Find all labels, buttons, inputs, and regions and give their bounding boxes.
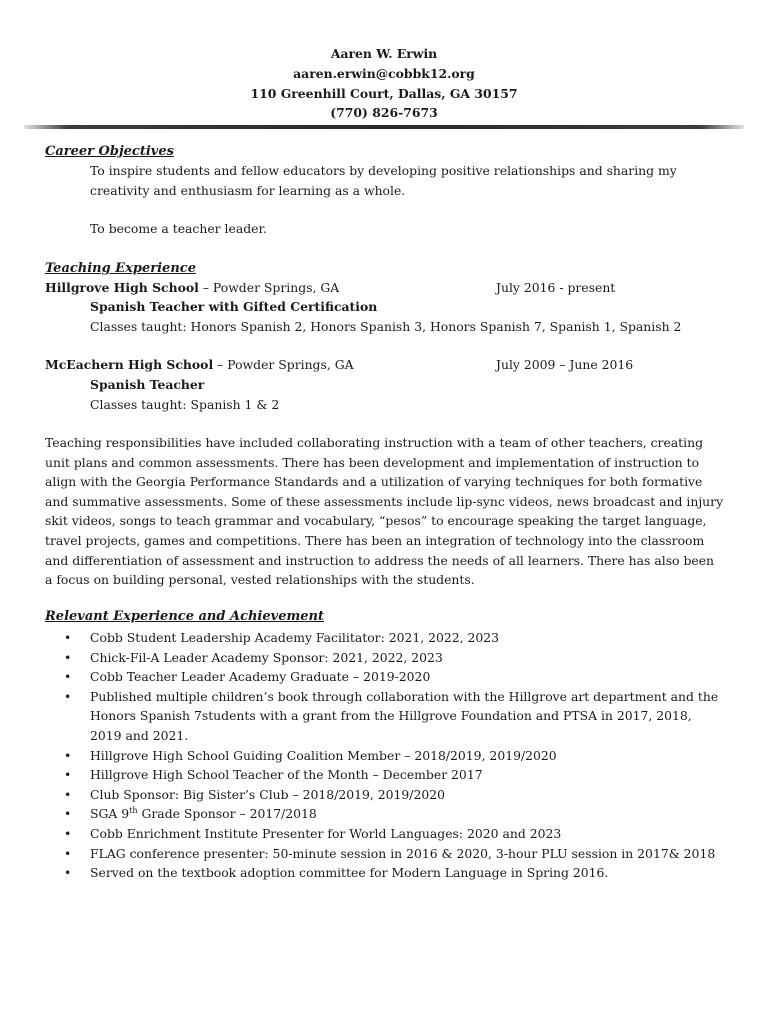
teaching-experience-heading: Teaching Experience [45,261,196,276]
candidate-phone: (770) 826-7673 [330,105,438,120]
list-item: • Served on the textbook adoption committee for Modern Language in Spring 2016. [62,863,722,883]
list-item: • Club Sponsor: Big Sister’s Club – 2018/2019, 2019/2020 [62,785,722,805]
bullet-icon: • [64,747,72,763]
bullet-icon: • [64,845,72,861]
career-objectives-heading: Career Objectives [45,144,174,159]
job-hillgrove-classes: Classes taught: Honors Spanish 2, Honors Spanish 3, Honors Spanish 7, Spanish 1, Spanish 2 [90,319,682,334]
list-item: • Cobb Teacher Leader Academy Graduate – 2019-2020 [62,667,722,687]
bullet-icon: • [64,767,72,783]
job-hillgrove-title: Spanish Teacher with Gifted Certification [90,299,378,314]
job-hillgrove-dates: July 2016 - present [496,280,616,295]
list-item: • Cobb Enrichment Institute Presenter for World Languages: 2020 and 2023 [62,824,722,844]
bullet-icon: • [64,806,72,822]
bullet-icon: • [64,630,72,645]
bullet-icon: • [64,865,72,881]
bullet-icon: • [64,669,72,685]
job-mceachern-employer [45,357,354,373]
list-item: • SGA 9th Grade Sponsor – 2017/2018 [62,804,722,824]
bullet-icon: • [64,688,72,704]
bullet-icon: • [64,649,72,665]
job-mceachern-title: Spanish Teacher [90,377,205,392]
job-hillgrove-employer [45,280,339,296]
job-mceachern-location: – Powder Springs, GA [213,357,354,372]
list-item: • Cobb Student Leadership Academy Facilitator: 2021, 2022, 2023 [62,628,722,648]
header-divider [24,125,744,129]
job-hillgrove-location: – Powder Springs, GA [198,280,340,295]
job-mceachern-dates: July 2009 – June 2016 [496,357,634,372]
list-item: • Hillgrove High School Guiding Coalition Member – 2018/2019, 2019/2020 [62,746,722,766]
achievement-list [62,628,722,883]
list-item: • FLAG conference presenter: 50-minute session in 2016 & 2020, 3-hour PLU session in 2017& 2018 [62,844,722,864]
job-mceachern-school: McEachern High School [45,357,214,372]
candidate-address: 110 Greenhill Court, Dallas, GA 30157 [250,86,518,101]
relevant-experience-heading: Relevant Experience and Achievement [45,609,324,624]
job-mceachern-classes: Classes taught: Spanish 1 & 2 [90,397,280,412]
career-objective-text: To inspire students and fellow educators by developing positive relationships and sharing my creativity and enthusiasm for learning as a whole. [90,163,677,198]
list-item: • Hillgrove High School Teacher of the Month – December 2017 [62,765,722,785]
teaching-responsibilities: Teaching responsibilities have included collaborating instruction with a team of other teachers, creating unit plans and common assessments. There has been development and implementation of instruction to align with the Georgia Performance Standards and a utilization of varying techniques for both formative and summative assessments. Some of these assessments include lip-sync videos, news broadcast and injury skit videos, songs to teach grammar and vocabulary, “pesos” to encourage speaking the target language, travel projects, games and competitions. There has been an integration of technology into the classroom and differentiation of assessment and instruction to address the needs of all learners. There has also been a focus on building personal, vested relationships with the students. [45,435,724,588]
list-item: • Chick-Fil-A Leader Academy Sponsor: 2021, 2022, 2023 [62,648,722,668]
candidate-email: aaren.erwin@cobbk12.org [293,66,475,81]
career-objective-leader: To become a teacher leader. [90,221,267,236]
bullet-icon: • [64,825,72,841]
bullet-icon: • [64,786,72,802]
candidate-name: Aaren W. Erwin [330,46,438,61]
job-hillgrove-school: Hillgrove High School [45,280,199,295]
list-item: • Published multiple children’s book through collaboration with the Hillgrove art department and the Honors Spanish 7students with a grant from the Hillgrove Foundation and PTSA in 2017, 2018, 2019 and 2021. [64,688,719,743]
